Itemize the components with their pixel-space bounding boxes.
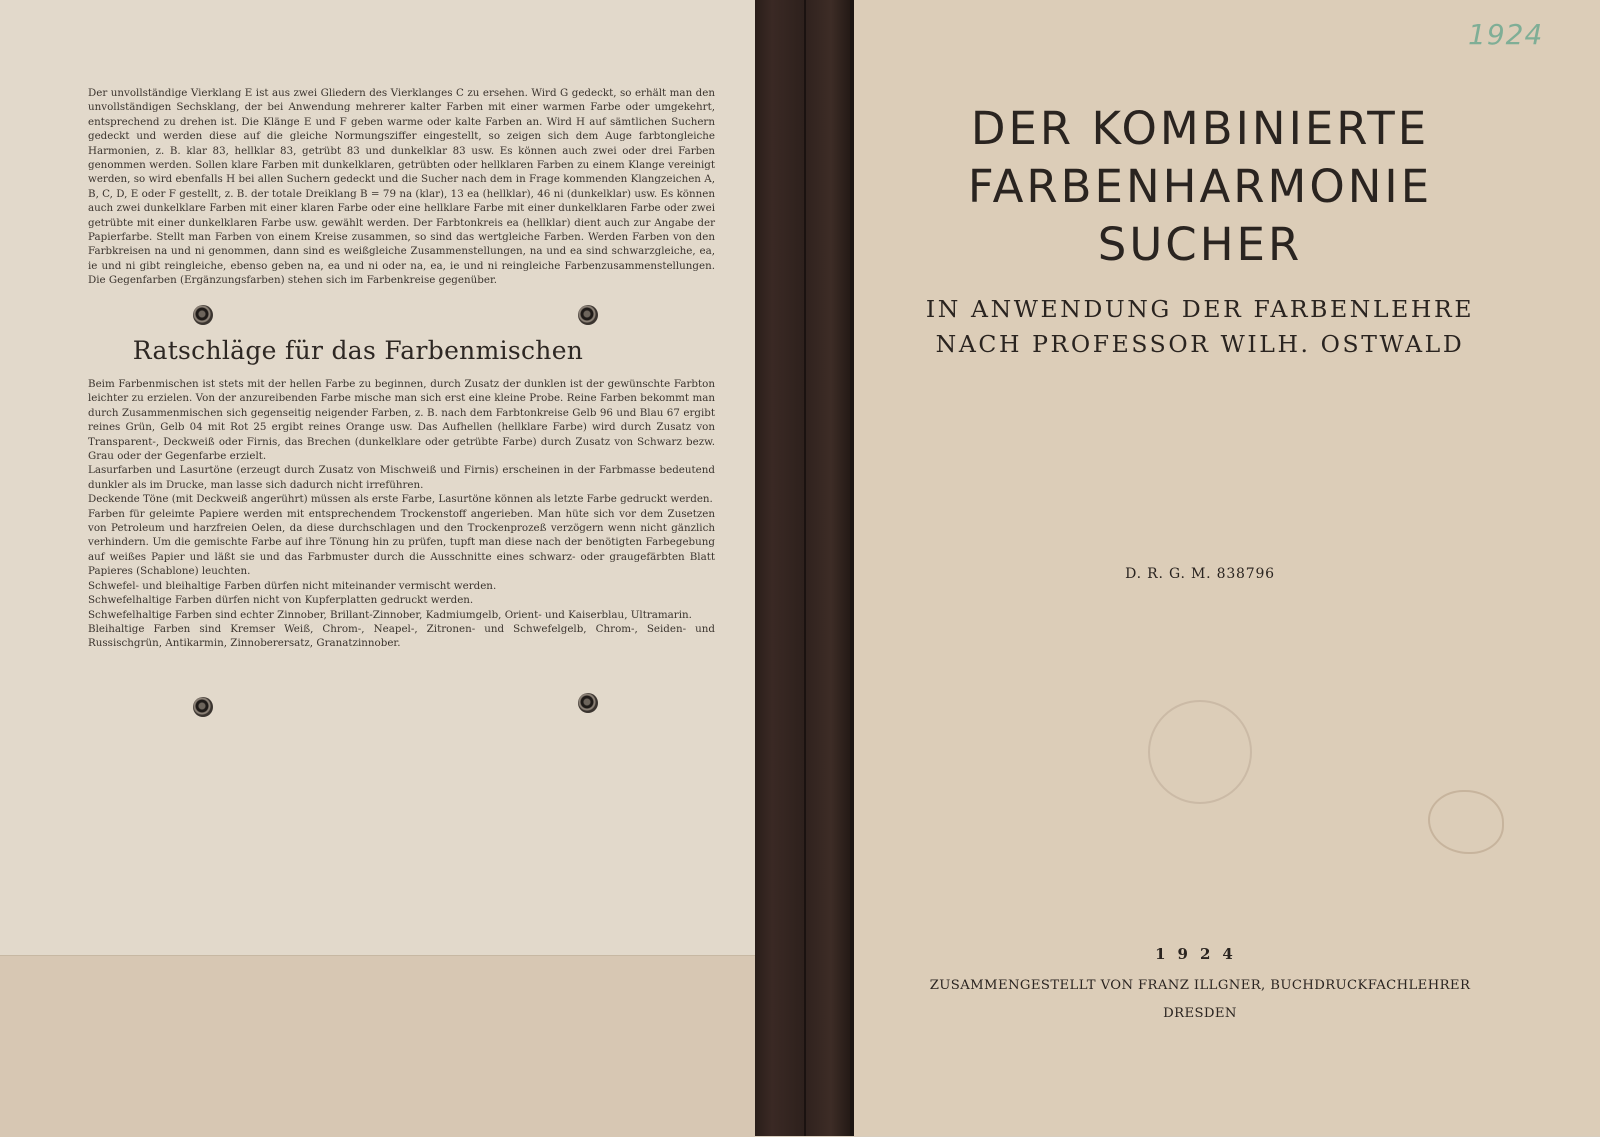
rivet-top-left bbox=[193, 305, 213, 325]
section-heading: Ratschläge für das Farbenmischen bbox=[132, 336, 584, 365]
paragraph-schwefel-blei: Schwefel- und bleihaltige Farben dürfen nicht miteinander vermischt werden. bbox=[88, 579, 497, 592]
cover-subtitle bbox=[900, 292, 1500, 362]
publication-place: DRESDEN bbox=[1163, 1006, 1237, 1021]
faint-stamp-mark bbox=[1148, 700, 1252, 804]
title-line-2: FARBENHARMONIE bbox=[967, 160, 1433, 213]
paragraph-bleihaltig: Bleihaltige Farben sind Kremser Weiß, Chrom-, Neapel-, Zitronen- und Schwefelgelb, Chrom-, Seiden- und Russischgrün, Antikarmin, Zinnoberersatz, Granatzinnober. bbox=[88, 622, 715, 650]
paragraph-mixing: Beim Farbenmischen ist stets mit der hellen Farbe zu beginnen, durch Zusatz der dunklen ist der gewünschte Farbton leichter zu erzielen. Von der anzureibenden Farbe mische man sich erst eine kleine Probe. Reine Farben bekommt man durch Zusammenmischen sich gegenseitig neigender Farben, z. B. nach dem Farbtonkreise Gelb 96 und Blau 67 ergibt reines Grün, Gelb 04 mit Rot 25 ergibt reines Orange usw. Das Aufhellen (hellklare Farbe) wird durch Zusatz von Transparent-, Deckweiß oder Firnis, das Brechen (dunkelklare oder getrübte Farbe) durch Zusatz von Schwarz bezw. Grau oder der Gegenfarbe erzielt. bbox=[88, 378, 715, 463]
paragraph-papiere: Farben für geleimte Papiere werden mit entsprechendem Trockenstoff angerieben. Man hüte sich vor dem Zusetzen von Petroleum und harzfreien Oelen, da diese durchschlagen und den Trockenprozeß verzögern wenn nicht gänzlich verhindern. Um die gemischte Farbe auf ihre Tönung hin zu prüfen, tupft man diese nach der benötigten Farbegebung auf weißes Papier und läßt sie und das Farbmuster durch die Ausschnitte eines schwarz- oder graugefärbten Blatt Papieres (Schablone) leuchten. bbox=[88, 507, 715, 578]
pencil-year-note: 1924 bbox=[1468, 18, 1544, 51]
paragraph-lasur: Lasurfarben und Lasurtöne (erzeugt durch Zusatz von Mischweiß und Firnis) erscheinen in der Farbmasse bedeutend dunkler als im Drucke, man lasse sich dadurch nicht irreführen. bbox=[88, 464, 715, 491]
rivet-bottom-left bbox=[193, 697, 213, 717]
cover-title bbox=[900, 100, 1500, 274]
bottom-flap bbox=[0, 955, 755, 1137]
rivet-bottom-right bbox=[578, 693, 598, 713]
mixing-advice-text bbox=[88, 377, 715, 651]
title-line-1: DER KOMBINIERTE bbox=[970, 102, 1430, 155]
paragraph-kupfer: Schwefelhaltige Farben dürfen nicht von Kupferplatten gedruckt werden. bbox=[88, 594, 474, 607]
book-spine bbox=[755, 0, 850, 1136]
intro-text bbox=[88, 86, 715, 288]
paragraph-deckend: Deckende Töne (mit Deckweiß angerührt) müssen als erste Farbe, Lasurtöne können als letzte Farbe gedruckt werden. bbox=[88, 493, 713, 506]
paragraph-schwefelhaltig: Schwefelhaltige Farben sind echter Zinnober, Brillant-Zinnober, Kadmiumgelb, Orient- und Kaiserblau, Ultramarin. bbox=[88, 608, 692, 621]
rivet-top-right bbox=[578, 305, 598, 325]
patent-number: D. R. G. M. 838796 bbox=[1125, 566, 1275, 582]
subtitle-line-2: NACH PROFESSOR WILH. OSTWALD bbox=[935, 330, 1465, 358]
paragraph-harmonies: Der unvollständige Vierklang E ist aus zwei Gliedern des Vierklanges C zu ersehen. Wird G gedeckt, so erhält man den unvollständigen Sechsklang, der bei Anwendung mehrerer kalter Farben mit einer warmen Farbe oder umgekehrt, entsprechend zu drehen ist. Die Klänge E und F geben warme oder kalte Farben an. Wird H auf sämtlichen Suchern gedeckt und werden diese auf die gleiche Normungsziffer eingestellt, so zeigen sich dem Auge farbtongleiche Harmonien, z. B. klar 83, hellklar 83, getrübt 83 und dunkelklar 83 usw. Es können auch zwei oder drei Farben genommen werden. Sollen klare Farben mit dunkelklaren, getrübten oder hellklaren Farben zu einem Klange vereinigt werden, so wird ebenfalls H bei allen Suchern gedeckt und die Sucher nach dem in Frage kommenden Klangzeichen A, B, C, D, E oder F gestellt, z. B. der totale Dreiklang B = 79 na (klar), 13 ea (hellklar), 46 ni (dunkelklar) usw. Es können auch zwei dunkelklare Farben mit einer klaren Farbe oder eine hellklare Farbe mit einer dunkelklaren Farbe oder zwei getrübte mit einer dunkelklaren Farbe usw. gewählt werden. Der Farbtonkreis ea (hellklar) dient auch zur Angabe der Papierfarbe. Stellt man Farben von einem Kreise zusammen, so sind das wertgleiche Farben. Werden Farben von den Farbkreisen na und ni genommen, dann sind es weißgleiche Zusammenstellungen, na und ea sind schwarzgleiche, ea, ie und ni gibt reingleiche, ebenso geben na, ea und ni oder na, ea, ie und ni reingleiche Farbenzusammenstellungen. Die Gegenfarben (Ergänzungsfarben) stehen sich im Farbenkreise gegenüber. bbox=[88, 87, 715, 287]
title-line-3: SUCHER bbox=[1097, 218, 1303, 271]
publication-year: 1924 bbox=[1155, 945, 1245, 963]
paper-stain bbox=[1428, 790, 1504, 854]
subtitle-line-1: IN ANWENDUNG DER FARBENLEHRE bbox=[925, 295, 1475, 323]
compiler-line: ZUSAMMENGESTELLT VON FRANZ ILLGNER, BUCHDRUCKFACHLEHRER bbox=[929, 978, 1471, 993]
spine-fold-line bbox=[804, 0, 806, 1136]
